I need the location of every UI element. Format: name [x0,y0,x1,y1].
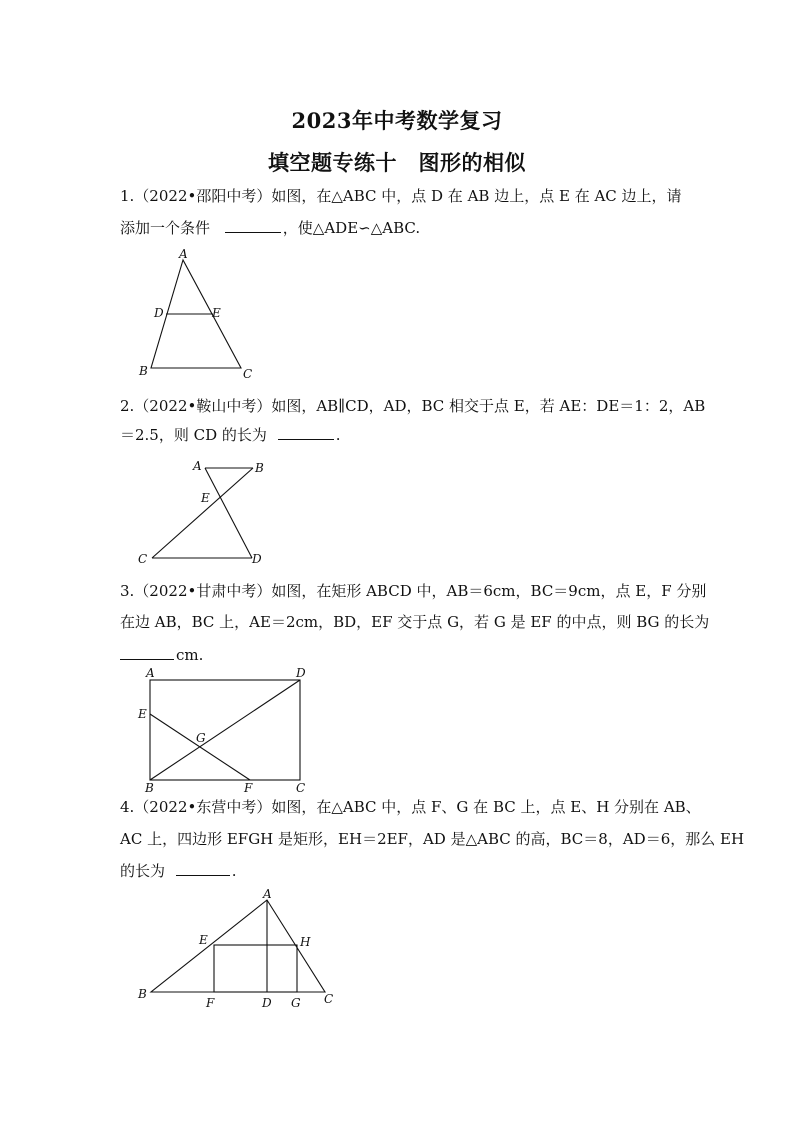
q4-label-e: E [199,933,208,947]
q3-label-f: F [244,781,253,795]
q4-triangle-abc [151,900,325,992]
q4-text-line2: AC 上，四边形 EFGH 是矩形，EH＝2EF，AD 是△ABC 的高，BC＝8，AD＝6，那么 EH [120,830,745,848]
q4-label-h: H [300,935,311,949]
q1-text-line2b: ，使△ADE∽△ABC. [282,219,421,237]
q4-text-line3b: . [231,862,237,880]
q2-segment-bc [152,468,253,558]
q3-text-line3b: cm. [176,646,204,664]
q2-text-line2 [120,425,340,445]
q3-label-b: B [145,781,154,795]
q3-label-d: D [296,666,306,680]
q4-rectangle-efgh [214,945,297,992]
q4-label-a: A [263,887,272,901]
page-title: 2023年中考数学复习 [291,108,503,133]
q3-text-line3 [120,645,203,665]
q2-label-d: D [252,552,262,566]
q3-text-line1: 3.（2022•甘肃中考）如图，在矩形 ABCD 中，AB＝6cm，BC＝9cm，点 E，F 分别 [120,582,707,600]
q3-diagonal-bd [150,680,300,780]
q1-text-line2 [120,218,420,238]
q3-label-e: E [138,707,147,721]
q2-text-line2a: ＝2.5，则 CD 的长为 [120,426,267,444]
q2-answer-blank[interactable] [278,425,334,440]
q1-label-c: C [243,367,253,381]
q2-label-e: E [201,491,210,505]
q2-text-line2b: . [335,426,341,444]
q4-text-line3a: 的长为 [120,862,166,880]
q4-label-d: D [262,996,272,1010]
q3-label-g: G [196,731,206,745]
q4-text-line1: 4.（2022•东营中考）如图，在△ABC 中，点 F、G 在 BC 上，点 E、H 分别在 AB、 [120,798,701,816]
q2-figure [130,455,280,573]
q2-label-a: A [193,459,202,473]
q1-text-line1: 1.（2022•邵阳中考）如图，在△ABC 中，点 D 在 AB 边上，点 E 在 AC 边上，请 [120,187,682,205]
q1-answer-blank[interactable] [225,218,281,233]
q2-text-line1: 2.（2022•鞍山中考）如图，AB∥CD，AD，BC 相交于点 E，若 AE：DE＝1：2，AB [120,397,706,415]
q1-label-a: A [179,247,188,261]
q3-figure [130,666,320,796]
q4-label-b: B [138,987,147,1001]
q4-label-c: C [324,992,334,1006]
q3-answer-blank[interactable] [120,645,174,660]
q3-label-c: C [296,781,306,795]
q4-answer-blank[interactable] [176,861,230,876]
q4-text-line3 [120,861,237,881]
q1-text-line2a: 添加一个条件 [120,219,211,237]
q4-figure [130,885,350,1015]
q1-label-d: D [154,306,164,320]
q1-figure [130,245,260,385]
q3-label-a: A [146,666,155,680]
page-subtitle: 填空题专练十 图形的相似 [268,150,526,175]
q3-text-line2: 在边 AB，BC 上，AE＝2cm，BD，EF 交于点 G，若 G 是 EF 的中点，则 BG 的长为 [120,613,710,631]
q1-label-b: B [139,364,148,378]
q1-label-e: E [212,306,221,320]
q2-label-b: B [255,461,264,475]
q4-label-g: G [291,996,301,1010]
q4-label-f: F [206,996,215,1010]
q2-segment-ad [205,468,252,558]
q2-label-c: C [138,552,148,566]
